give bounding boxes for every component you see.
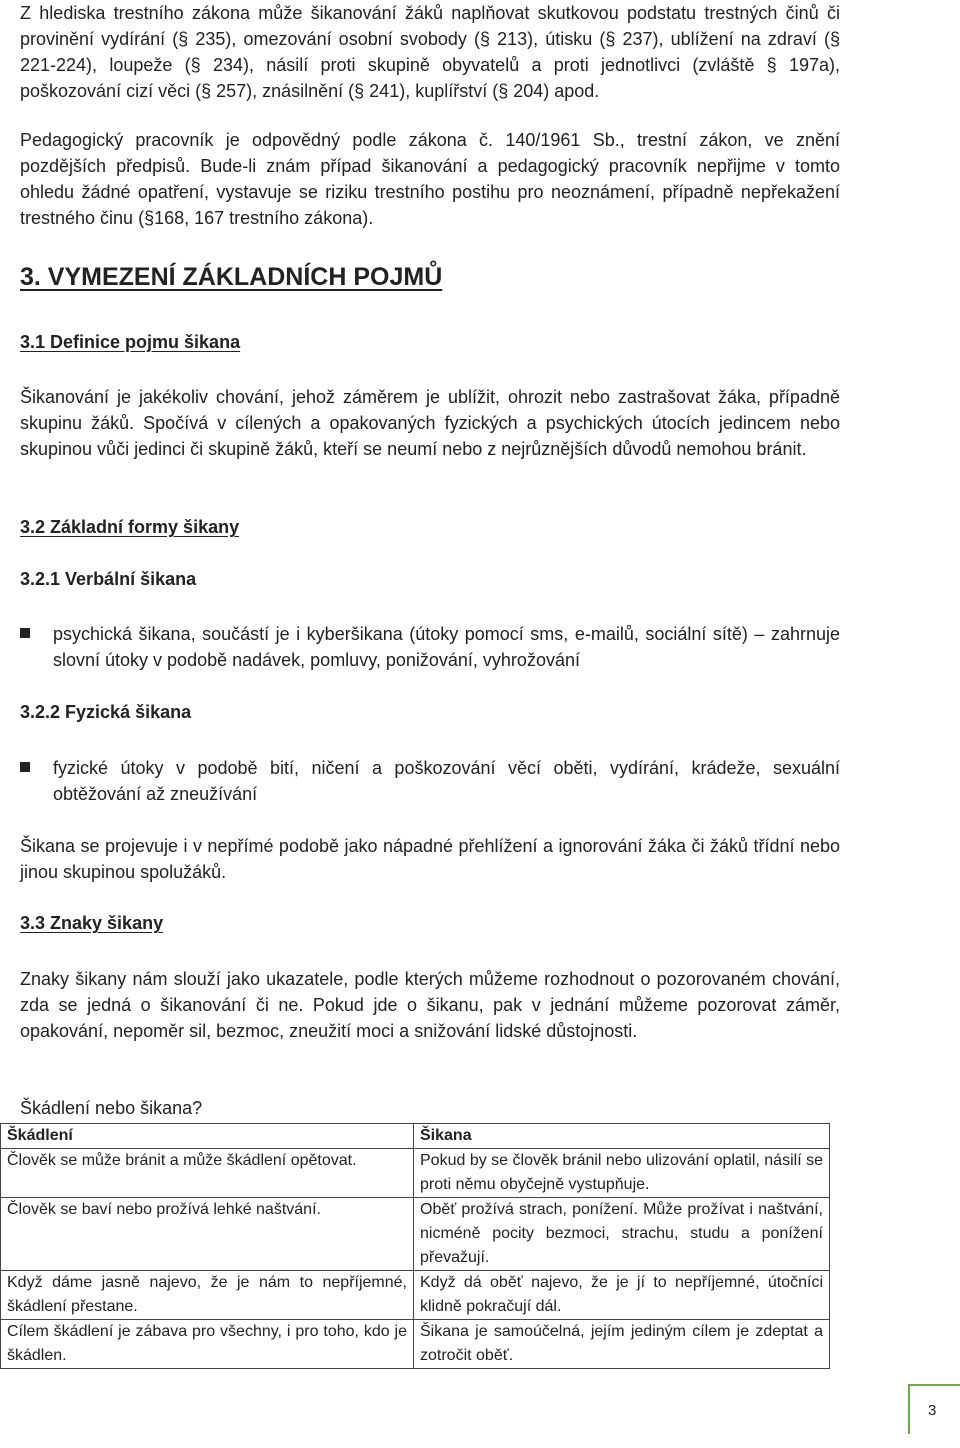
bullet-item-verbal (20, 621, 840, 673)
paragraph-teacher-responsibility: Pedagogický pracovník je odpovědný podle zákona č. 140/1961 Sb., trestní zákon, ve znění pozdějších předpisů. Bude-li znám případ šikanování a pedagogický pracovník nepřijme v tomto ohledu žádné opatření, vystavuje se riziku trestního postihu pro neoznámení, případně nepřekažení trestného činu (§168, 167 trestního zákona). (20, 130, 840, 228)
section-3-1-text: Šikanování je jakékoliv chování, jehož záměrem je ublížit, ohrozit nebo zastrašovat žáka, případně skupinu žáků. Spočívá v cílených a opakovaných fyzických a psychických útocích jedincem nebo skupinou vůči jedinci či skupině žáků, kteří se neumí nebo z nejrůznějších důvodů nemohou bránit. (20, 387, 840, 459)
bullet-text: fyzické útoky v podobě bití, ničení a poškozování věcí oběti, vydírání, krádeže, sexuální obtěžování až zneužívání (53, 758, 840, 804)
column-header: Škádlení (1, 1124, 414, 1149)
bullet-text: psychická šikana, součástí je i kyberšikana (útoky pomocí sms, e-mailů, sociální sítě) – zahrnuje slovní útoky v podobě nadávek, pomluvy, ponižování, vyhrožování (53, 624, 840, 670)
table-row (1, 1320, 830, 1369)
table-cell: Cílem škádlení je zábava pro všechny, i pro toho, kdo je škádlen. (1, 1320, 414, 1369)
section-3-2-2-heading: 3.2.2 Fyzická šikana (20, 702, 192, 722)
square-bullet-icon (20, 762, 30, 772)
bullet-item-physical (20, 755, 840, 807)
table-cell: Šikana je samoúčelná, jejím jediným cílem je zdeptat a zotročit oběť. (414, 1320, 830, 1369)
section-3-2-heading: 3.2 Základní formy šikany (20, 517, 240, 537)
table-cell: Když dá oběť najevo, že je jí to nepříjemné, útočníci klidně pokračují dál. (414, 1271, 830, 1320)
comparison-table (0, 1123, 830, 1369)
column-header: Šikana (414, 1124, 830, 1149)
page-number: 3 (928, 1402, 937, 1419)
table-cell: Oběť prožívá strach, ponížení. Může prožívat i naštvání, nicméně pocity bezmoci, strachu, studu a ponížení převažují. (414, 1198, 830, 1271)
table-header-row (1, 1124, 830, 1149)
table-cell: Pokud by se člověk bránil nebo ulizování oplatil, násilí se proti němu obyčejně vystupňuje. (414, 1149, 830, 1198)
indirect-bullying-text: Šikana se projevuje i v nepřímé podobě jako nápadné přehlížení a ignorování žáka či žáků třídní nebo jinou skupinou spolužáků. (20, 836, 840, 882)
section-3-heading: 3. VYMEZENÍ ZÁKLADNÍCH POJMŮ (20, 263, 443, 291)
section-3-3-text: Znaky šikany nám slouží jako ukazatele, podle kterých můžeme rozhodnout o pozorovaném chování, zda se jedná o šikanování či ne. Pokud jde o šikanu, pak v jednání můžeme pozorovat záměr, opakování, nepoměr sil, bezmoc, zneužití moci a snižování lidské důstojnosti. (20, 969, 840, 1041)
table-cell: Když dáme jasně najevo, že je nám to nepříjemné, škádlení přestane. (1, 1271, 414, 1320)
table-title: Škádlení nebo šikana? (20, 1098, 203, 1118)
table-row (1, 1271, 830, 1320)
table-cell: Člověk se baví nebo prožívá lehké naštvání. (1, 1198, 414, 1271)
paragraph-criminal-law: Z hlediska trestního zákona může šikanování žáků naplňovat skutkovou podstatu trestných činů či provinění vydírání (§ 235), omezování osobní svobody (§ 213), útisku (§ 237), ublížení na zdraví (§ 221-224), loupeže (§ 234), násilí proti skupině obyvatelů a proti jednotlivci (zvláště § 197a), poškozování cizí věci (§ 257), znásilnění (§ 241), kuplířství (§ 204) apod. (20, 3, 840, 101)
section-3-3-heading: 3.3 Znaky šikany (20, 913, 164, 933)
table-row (1, 1149, 830, 1198)
table-cell: Člověk se může bránit a může škádlení opětovat. (1, 1149, 414, 1198)
table-row (1, 1198, 830, 1271)
section-3-1-heading: 3.1 Definice pojmu šikana (20, 332, 241, 352)
section-3-2-1-heading: 3.2.1 Verbální šikana (20, 569, 197, 589)
square-bullet-icon (20, 628, 30, 638)
